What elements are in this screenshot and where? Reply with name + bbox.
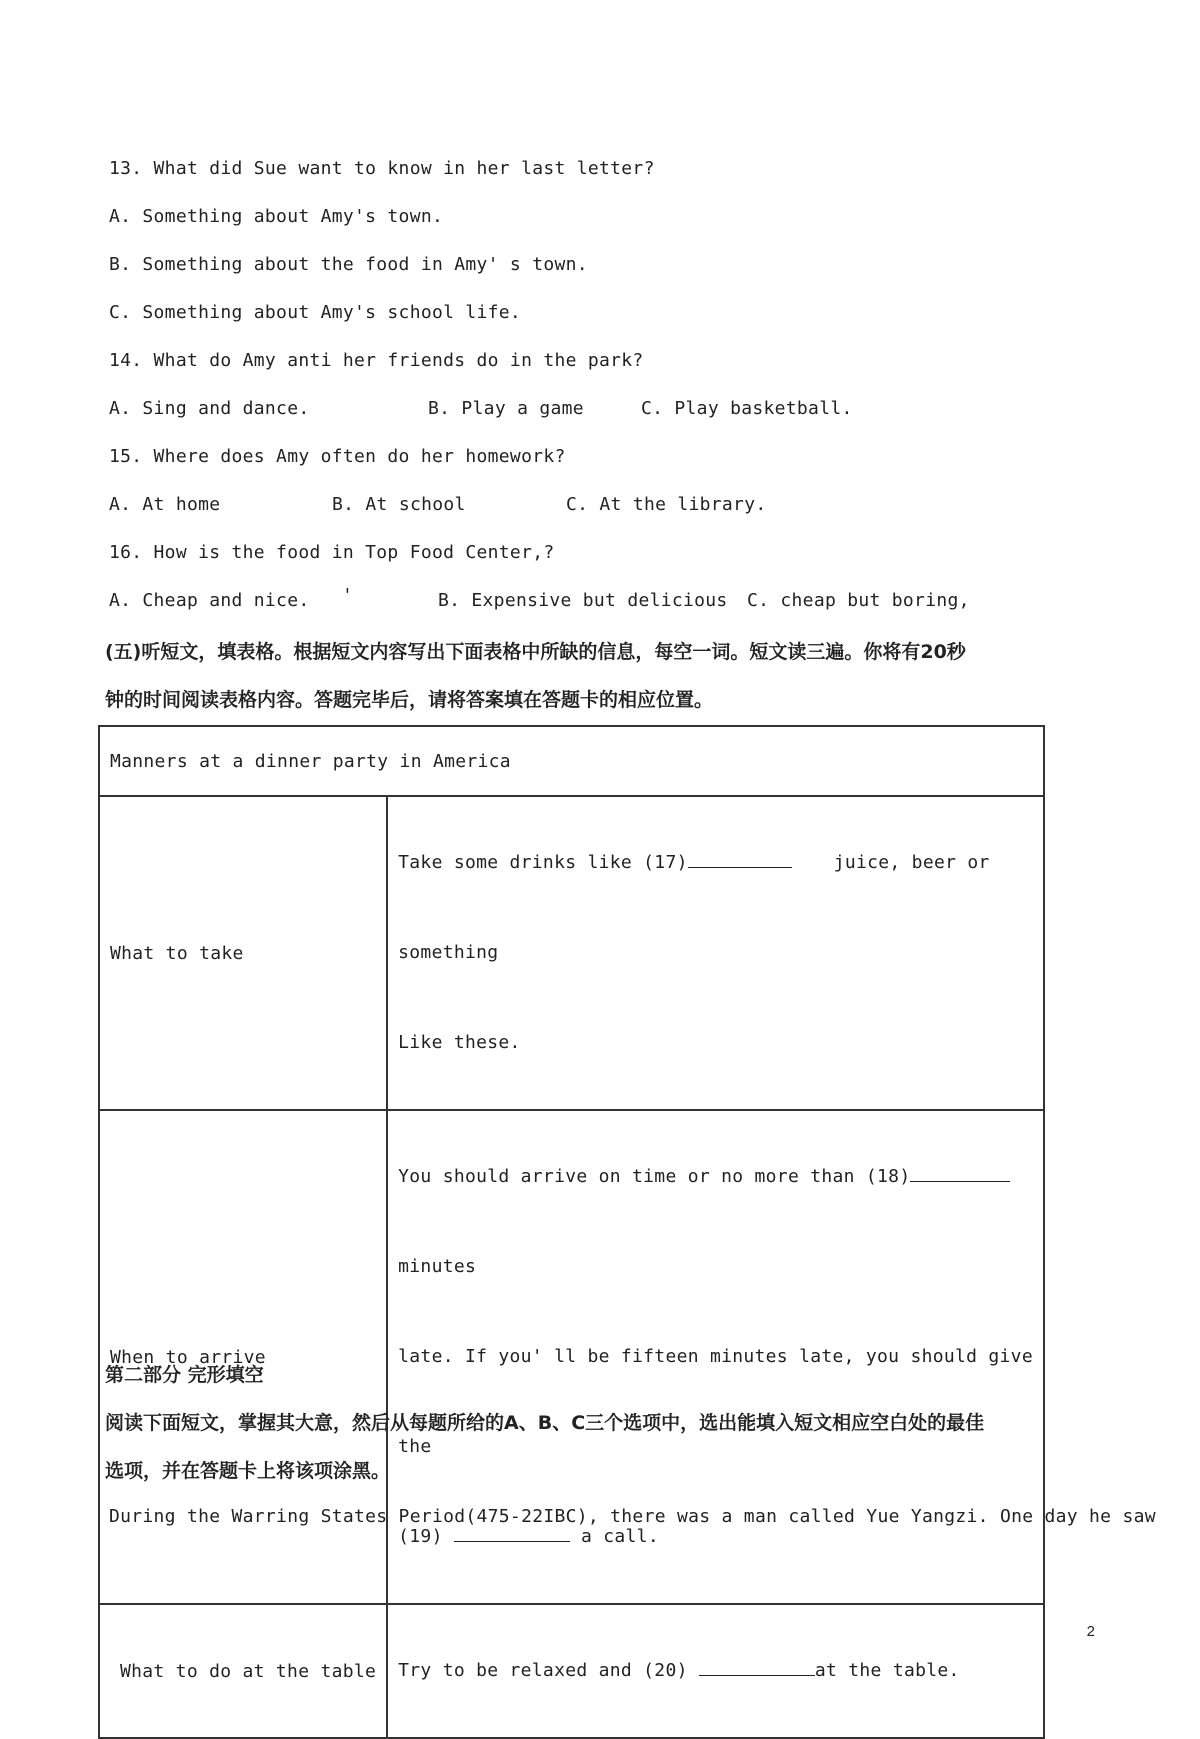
stray-apostrophe: ' xyxy=(342,585,354,606)
question-16-option-a: A. Cheap and nice. xyxy=(109,590,310,611)
question-14-option-a: A. Sing and dance. xyxy=(109,398,310,419)
question-14-option-b: B. Play a game xyxy=(428,398,584,419)
table-row-label: What to take xyxy=(99,796,387,1110)
row-2-line-2: minutes xyxy=(398,1256,477,1277)
row-2-line-5-number: (19) xyxy=(398,1526,443,1547)
part-2-instruction-line-1: 阅读下面短文，掌握其大意，然后从每题所给的A、B、C三个选项中，选出能填入短文相应空白处的最佳 xyxy=(105,1412,985,1434)
row-3-line-1-tail: at the table. xyxy=(814,1660,960,1681)
question-15-stem: 15. Where does Amy often do her homework? xyxy=(109,446,566,467)
row-1-line-1-tail: juice, beer or xyxy=(833,852,990,873)
row-3-line-1-text: Try to be relaxed and (20) xyxy=(398,1660,688,1681)
question-13-option-a: A. Something about Amy's town. xyxy=(109,206,444,227)
part-2-instruction-line-2: 选项，并在答题卡上将该项涂黑。 xyxy=(105,1460,391,1482)
question-16-stem: 16. How is the food in Top Food Center,? xyxy=(109,542,555,563)
blank-17 xyxy=(688,845,792,868)
table-row-content xyxy=(387,1604,1044,1738)
row-2-line-4: the xyxy=(398,1436,432,1457)
row-2-line-1-text: You should arrive on time or no more than (18) xyxy=(398,1166,911,1187)
row-2-line-5-tail: a call. xyxy=(581,1526,659,1547)
table-row-label: When to arrive xyxy=(99,1110,387,1604)
section-5-instruction-line-1: (五)听短文，填表格。根据短文内容写出下面表格中所缺的信息，每空一词。短文读三遍。你将有20秒 xyxy=(105,641,966,663)
question-15-option-b: B. At school xyxy=(332,494,466,515)
part-2-heading: 第二部分 完形填空 xyxy=(105,1364,264,1386)
row-1-line-3: Like these. xyxy=(398,1032,521,1053)
section-5-instruction-line-2: 钟的时间阅读表格内容。答题完毕后，请将答案填在答题卡的相应位置。 xyxy=(105,689,714,711)
table-title-row xyxy=(99,726,1044,796)
table-row xyxy=(99,1604,1044,1738)
table-row xyxy=(99,796,1044,1110)
row-1-line-2: something xyxy=(398,942,499,963)
passage-first-line: During the Warring States Period(475-22IBC), there was a man called Yue Yangzi. One day he saw xyxy=(109,1506,1156,1527)
row-2-line-3: late. If you' ll be fifteen minutes late, you should give xyxy=(398,1346,1033,1367)
row-1-line-1-text: Take some drinks like (17) xyxy=(398,852,688,873)
table-title-cell: Manners at a dinner party in America xyxy=(99,726,1044,796)
question-13-option-c: C. Something about Amy's school life. xyxy=(109,302,522,323)
question-13-option-b: B. Something about the food in Amy' s town. xyxy=(109,254,588,275)
question-15-option-c: C. At the library. xyxy=(566,494,767,515)
table-row-label: What to do at the table xyxy=(99,1604,387,1738)
question-16-option-b: B. Expensive but delicious xyxy=(438,590,728,611)
question-16-option-c: C. cheap but boring, xyxy=(747,590,970,611)
blank-20 xyxy=(699,1653,815,1676)
table-row-content xyxy=(387,1110,1044,1604)
question-14-stem: 14. What do Amy anti her friends do in the park? xyxy=(109,350,644,371)
table-row-content xyxy=(387,796,1044,1110)
table-row xyxy=(99,1110,1044,1604)
manners-table xyxy=(98,725,1045,1739)
blank-18 xyxy=(910,1159,1010,1182)
page-number: 2 xyxy=(1086,1623,1095,1640)
question-14-option-c: C. Play basketball. xyxy=(641,398,853,419)
question-13-stem: 13. What did Sue want to know in her last letter? xyxy=(109,158,655,179)
question-15-option-a: A. At home xyxy=(109,494,221,515)
